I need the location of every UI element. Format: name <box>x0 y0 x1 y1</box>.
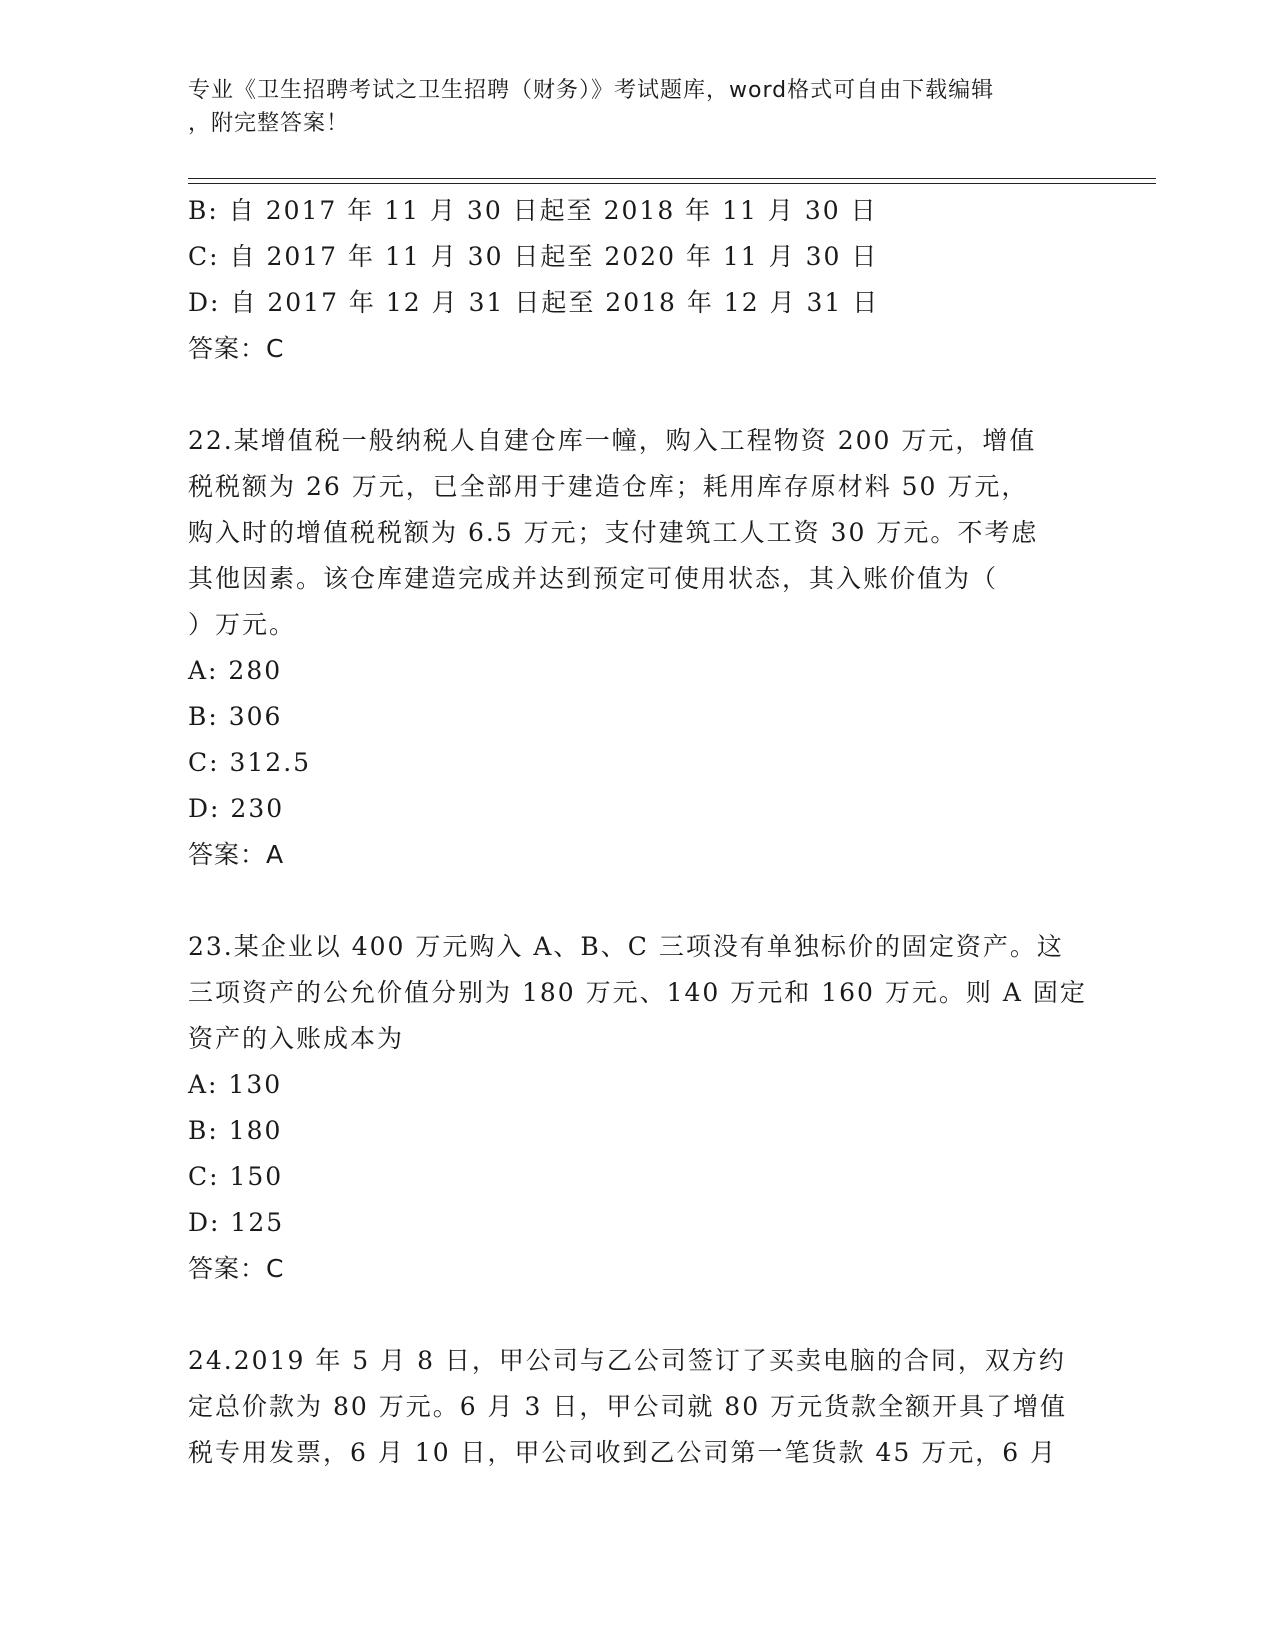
option-d: D: 自 2017 年 12 月 31 日起至 2018 年 12 月 31 日 <box>188 288 880 317</box>
question-text-line: 23.某企业以 400 万元购入 A、B、C 三项没有单独标价的固定资产。这 <box>188 932 1064 961</box>
question-text-line: 22.某增值税一般纳税人自建仓库一幢，购入工程物资 200 万元，增值 <box>188 426 1037 455</box>
question-21-tail <box>188 188 1088 372</box>
question-text-line: 税专用发票，6 月 10 日，甲公司收到乙公司第一笔货款 45 万元，6 月 <box>188 1438 1058 1467</box>
option-d: D: 230 <box>188 794 285 823</box>
option-c: C: 312.5 <box>188 748 312 777</box>
question-text-line: 其他因素。该仓库建造完成并达到预定可使用状态，其入账价值为（ <box>188 564 999 593</box>
header-line-2: ，附完整答案！ <box>188 111 350 136</box>
question-23 <box>188 924 1088 1292</box>
question-text-line: 定总价款为 80 万元。6 月 3 日，甲公司就 80 万元货款全额开具了增值 <box>188 1392 1068 1421</box>
spacer <box>188 878 1088 924</box>
option-b: B: 自 2017 年 11 月 30 日起至 2018 年 11 月 30 日 <box>188 196 878 225</box>
option-d: D: 125 <box>188 1208 285 1237</box>
answer: 答案：A <box>188 840 285 869</box>
option-a: A: 280 <box>188 656 283 685</box>
question-text-line: 购入时的增值税税额为 6.5 万元；支付建筑工人工资 30 万元。不考虑 <box>188 518 1039 547</box>
question-22 <box>188 418 1088 878</box>
question-24 <box>188 1338 1088 1476</box>
question-text-line: 三项资产的公允价值分别为 180 万元、140 万元和 160 万元。则 A 固定 <box>188 978 1087 1007</box>
question-text-line: ）万元。 <box>188 610 297 639</box>
option-a: A: 130 <box>188 1070 283 1099</box>
header-line-1: 专业《卫生招聘考试之卫生招聘（财务）》考试题库，word格式可自由下载编辑 <box>188 78 995 103</box>
question-text-line: 24.2019 年 5 月 8 日，甲公司与乙公司签订了买卖电脑的合同，双方约 <box>188 1346 1066 1375</box>
document-body <box>188 188 1088 1476</box>
answer: 答案：C <box>188 1254 285 1283</box>
spacer <box>188 1292 1088 1338</box>
option-c: C: 150 <box>188 1162 284 1191</box>
spacer <box>188 372 1088 418</box>
answer: 答案：C <box>188 334 285 363</box>
option-b: B: 306 <box>188 702 283 731</box>
header-rule-top <box>188 178 1156 179</box>
option-b: B: 180 <box>188 1116 283 1145</box>
question-text-line: 资产的入账成本为 <box>188 1024 405 1053</box>
question-text-line: 税税额为 26 万元，已全部用于建造仓库；耗用库存原材料 50 万元， <box>188 472 1029 501</box>
header-rule-bottom <box>188 183 1156 184</box>
page-header <box>188 74 1088 140</box>
option-c: C: 自 2017 年 11 月 30 日起至 2020 年 11 月 30 日 <box>188 242 879 271</box>
